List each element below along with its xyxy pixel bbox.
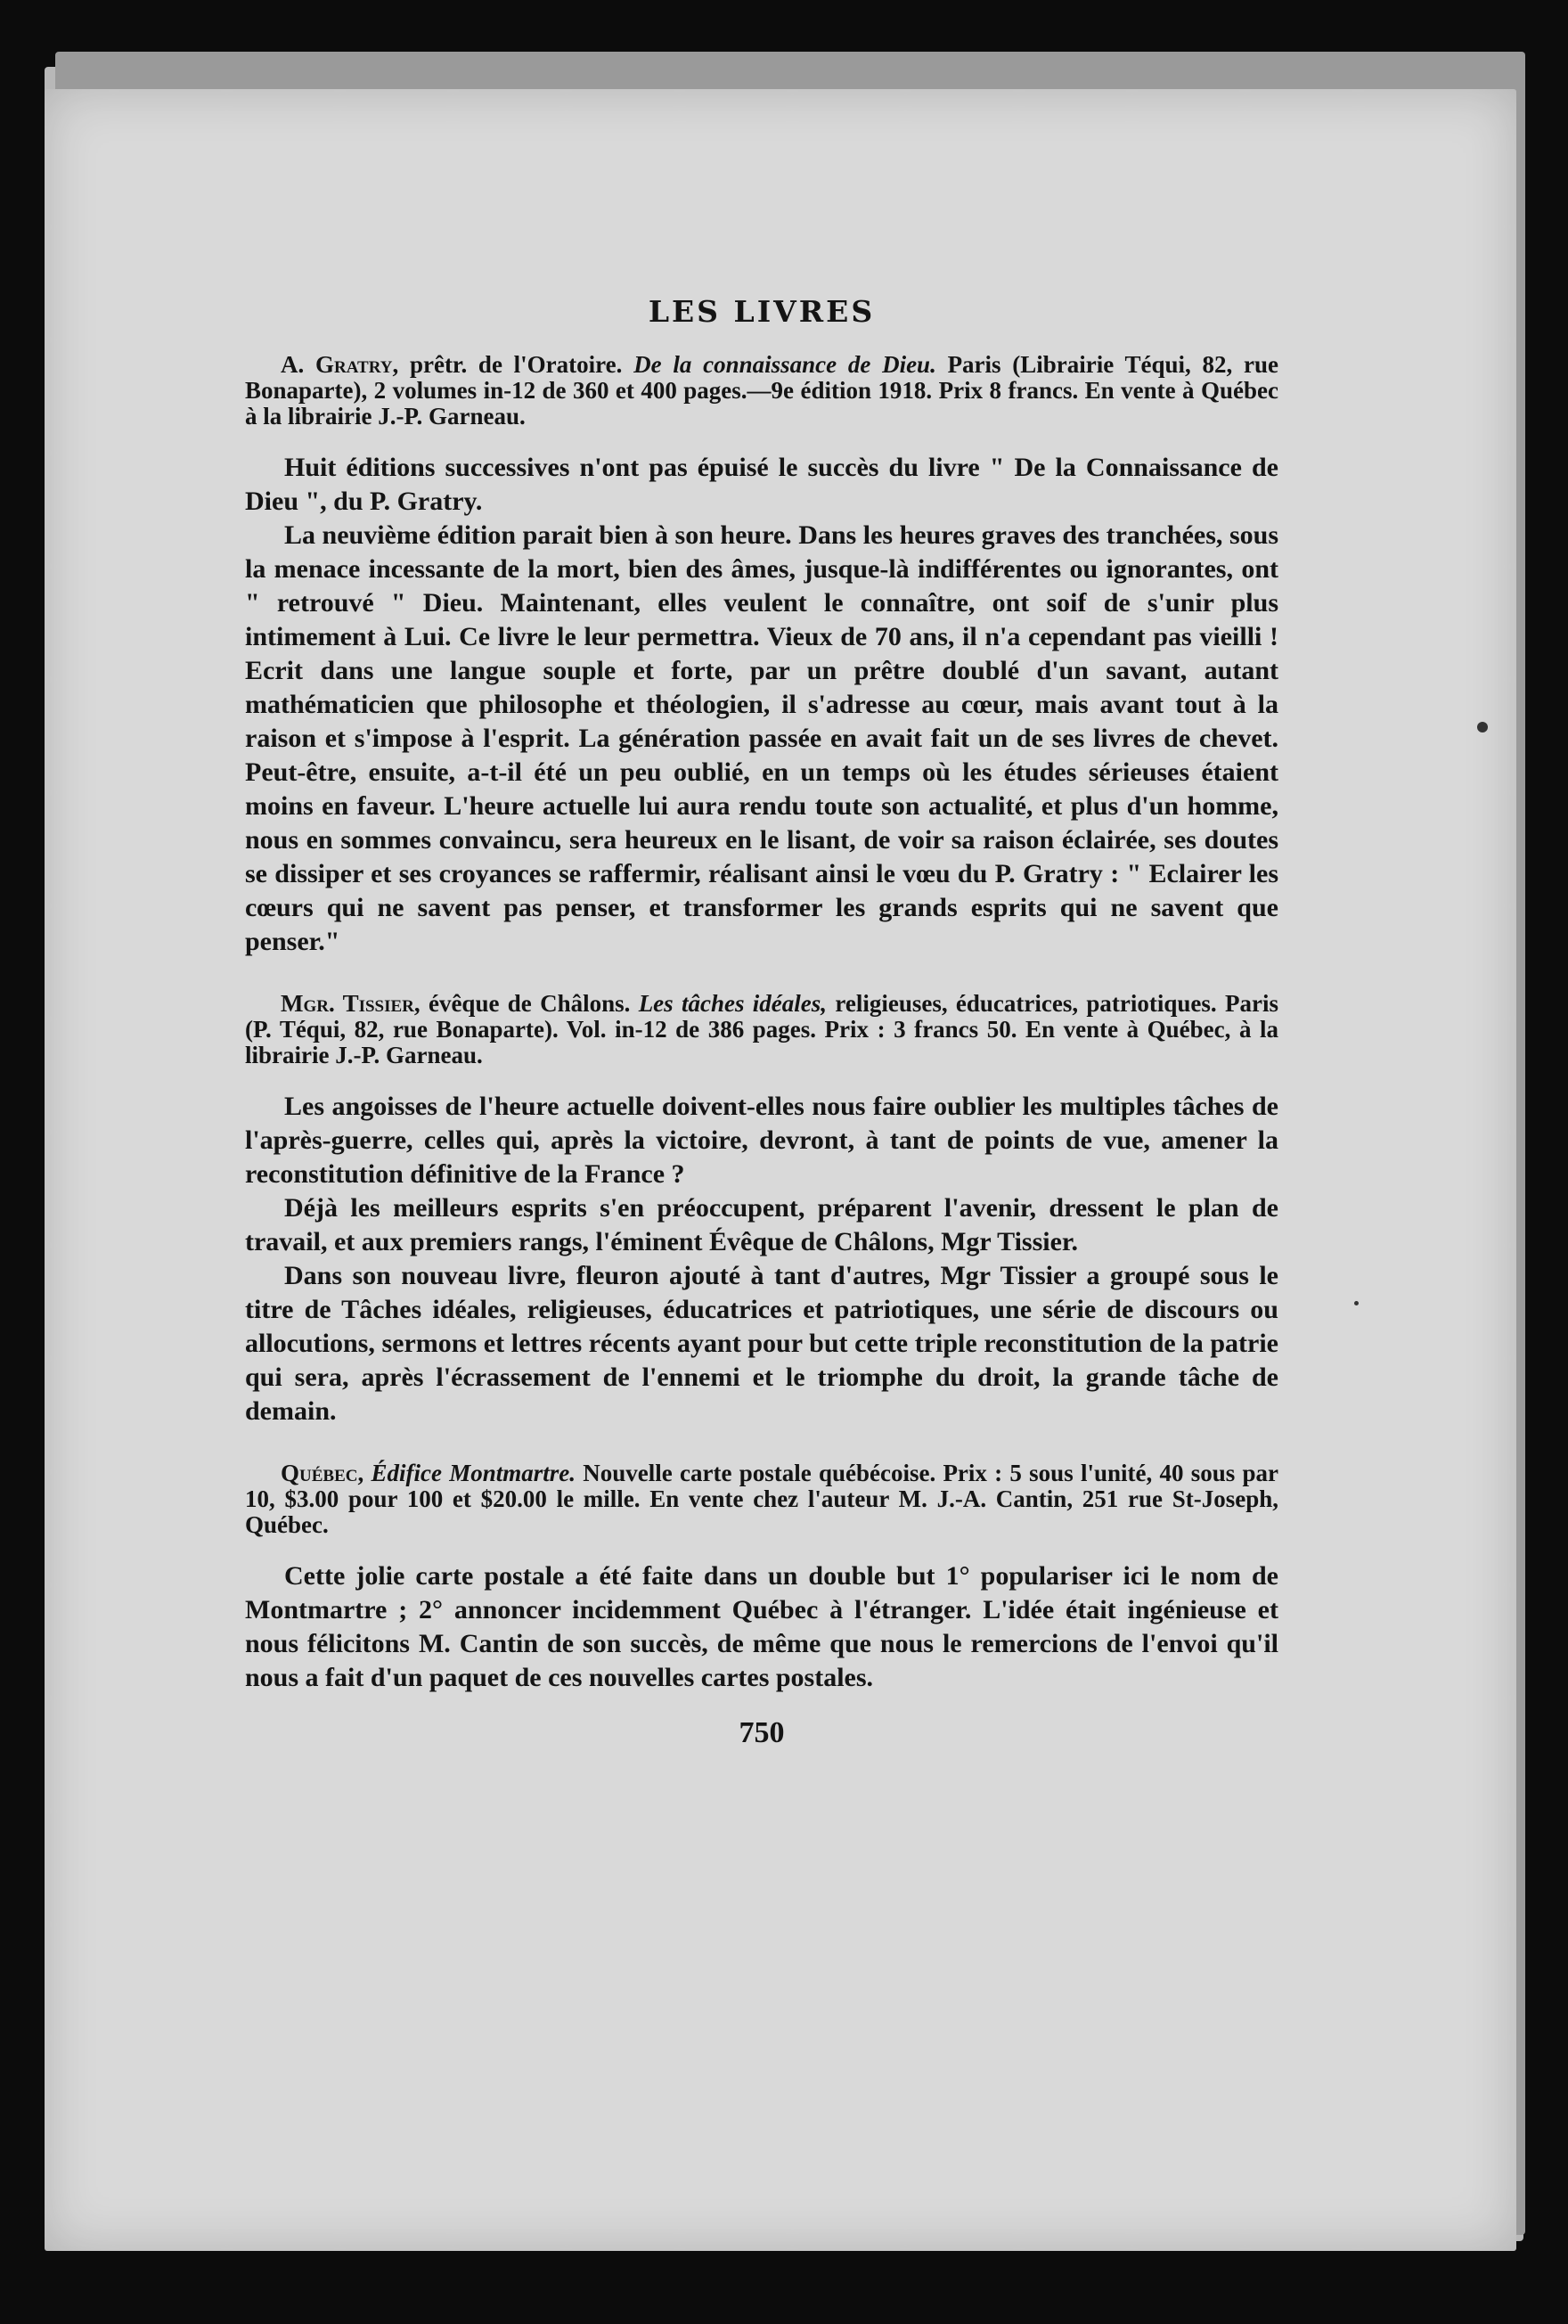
review-work-title: De la connaissance de Dieu. xyxy=(633,351,936,378)
review-citation xyxy=(245,1461,1278,1538)
page-number: 750 xyxy=(739,1716,785,1749)
review-author-role: prêtr. de l'Oratoire. xyxy=(398,351,634,378)
review-paragraph: Cette jolie carte postale a été faite dans un double but 1° populariser ici le nom de Montmartre ; 2° annoncer incidemment Québec à l'étranger. L'idée était ingénieuse et nous félicitons M. Cantin de son succès, de même que nous le remercions de l'envoi qu'il nous a fait d'un paquet de ces nouvelles cartes postales. xyxy=(245,1561,1278,1692)
review-paragraph: Les angoisses de l'heure actuelle doivent-elles nous faire oublier les multiples tâches de l'après-guerre, celles qui, après la victoire, devront, à tant de points de vue, amener la reconstitution définitive de la France ? xyxy=(245,1092,1278,1189)
review-author: A. Gratry, xyxy=(281,351,399,378)
review-author: Mgr. Tissier, xyxy=(281,990,421,1017)
review-paragraph: La neuvième édition parait bien à son heure. Dans les heures graves des tranchées, sous la menace incessante de la mort, bien des âmes, jusque-là indifférentes ou ignorantes, ont " retrouvé " Dieu. Maintenant, elles veulent le connaître, ont soif de s'unir plus intimement à Lui. Ce livre le leur permettra. Vieux de 70 ans, il n'a cependant pas vieilli ! Ecrit dans une langue souple et forte, par un prêtre doublé d'un savant, autant mathématicien que philosophe et théologien, il s'adresse au cœur, mais avant tout à la raison et s'impose à l'esprit. La génération passée en avait fait un de ses livres de chevet. Peut-être, ensuite, a-t-il été un peu oublié, en un temps où les études sérieuses étaient moins en faveur. L'heure actuelle lui aura rendu toute son actualité, et plus d'un homme, nous en sommes convaincu, sera heureux en le lisant, de voir sa raison éclairée, ses doutes se dissiper et ses croyances se raffermir, réalisant ainsi le vœu du P. Gratry : " Eclairer les cœurs qui ne savent pas penser, et transformer les grands esprits qui ne savent que penser." xyxy=(245,520,1278,956)
ink-speck xyxy=(1354,1301,1359,1305)
page-title: LES LIVRES xyxy=(648,294,876,329)
review-paragraph: Huit éditions successives n'ont pas épuisé le succès du livre " De la Connaissance de Dieu ", du P. Gratry. xyxy=(245,453,1278,516)
review-publication-details: religieuses, éducatrices, patriotiques. Paris (P. Téqui, 82, rue Bonaparte). Vol. in-12 de 386 pages. Prix : 3 francs 50. En vente à Québec, à la librairie J.-P. Garneau. xyxy=(245,990,1278,1068)
page-content xyxy=(245,294,1278,1750)
review-citation xyxy=(245,991,1278,1068)
review-publication-details: Paris (Librairie Téqui, 82, rue Bonaparte), 2 volumes in-12 de 360 et 400 pages.—9e édition 1918. Prix 8 francs. En vente à Québec à la librairie J.-P. Garneau. xyxy=(245,351,1279,430)
review-paragraph: Dans son nouveau livre, fleuron ajouté à tant d'autres, Mgr Tissier a groupé sous le titre de Tâches idéales, religieuses, éducatrices et patriotiques, une série de discours ou allocutions, sermons et lettres récents ayant pour but cette triple reconstitution de la patrie qui sera, après l'écrassement de l'ennemi et le triomphe du droit, la grande tâche de demain. xyxy=(245,1261,1278,1426)
review-work-title: Les tâches idéales, xyxy=(638,990,828,1017)
ink-speck xyxy=(1477,722,1488,732)
review-author: Québec, xyxy=(281,1460,364,1486)
review-citation xyxy=(245,352,1278,430)
review-paragraph: Déjà les meilleurs esprits s'en préoccupent, préparent l'avenir, dressent le plan de travail, et aux premiers rangs, l'éminent Évêque de Châlons, Mgr Tissier. xyxy=(245,1193,1278,1256)
review-author-role: évêque de Châlons. xyxy=(420,990,639,1017)
review-publication-details: Nouvelle carte postale québécoise. Prix : 5 sous l'unité, 40 sous par 10, $3.00 pour 100 et $20.00 le mille. En vente chez l'auteur M. J.-A. Cantin, 251 rue St-Joseph, Québec. xyxy=(245,1460,1279,1538)
review-work-title: Édifice Montmartre. xyxy=(371,1460,576,1486)
